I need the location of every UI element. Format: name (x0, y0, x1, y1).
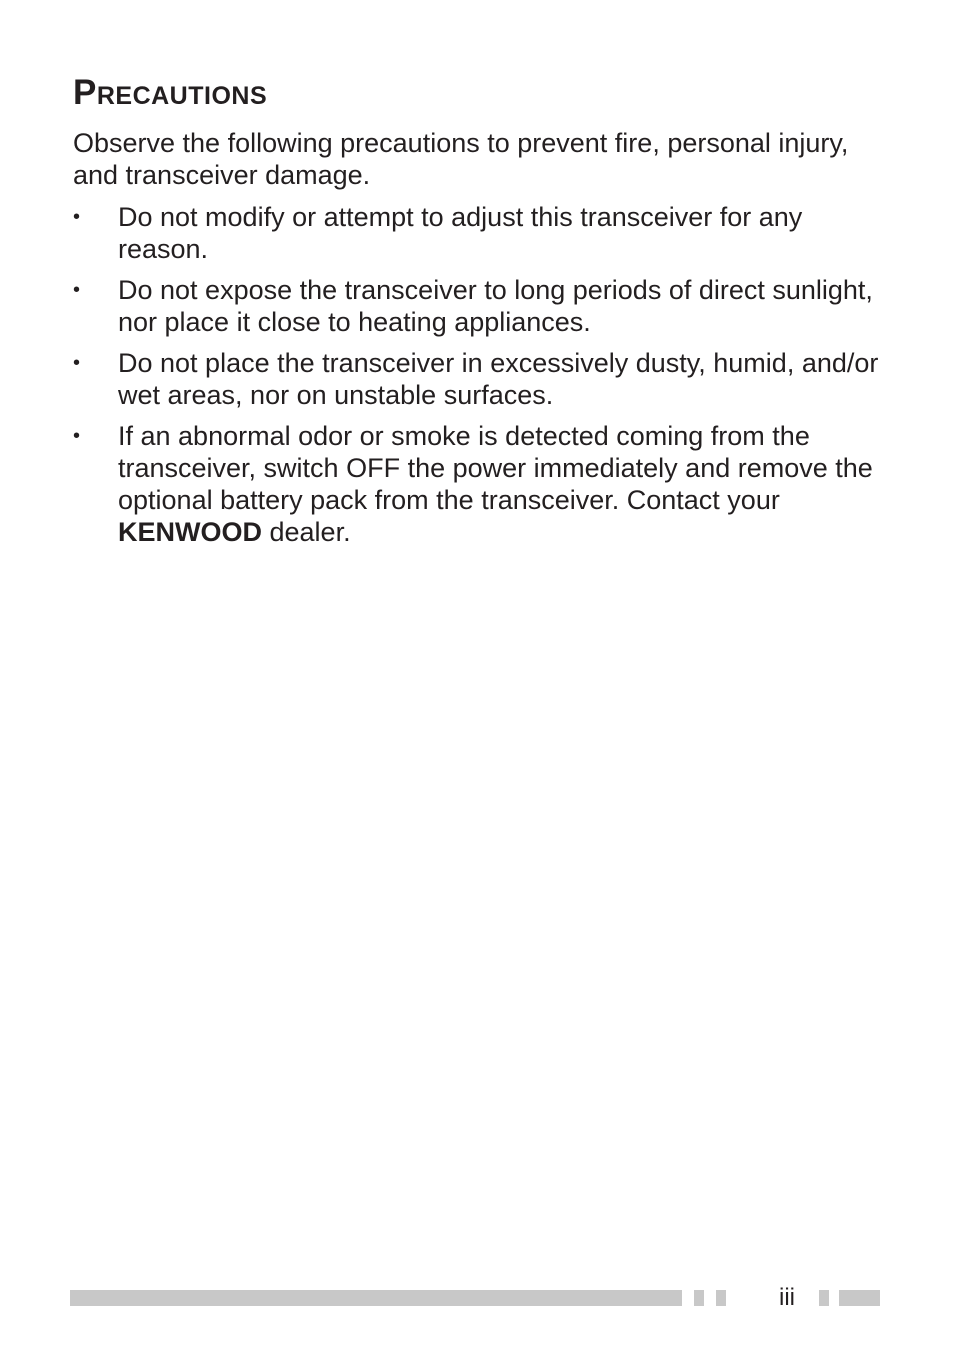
list-item (73, 274, 883, 338)
bullet-icon: • (73, 206, 81, 228)
footer-square (819, 1290, 829, 1306)
footer-bar-end (839, 1290, 880, 1306)
brand-name: KENWOOD (118, 517, 262, 547)
list-item-text: Do not place the transceiver in excessively dusty, humid, and/or wet areas, nor on unstable surfaces. (118, 348, 879, 410)
footer-bar (70, 1290, 682, 1306)
section-heading: Precautions (73, 73, 268, 112)
list-item-text: Do not modify or attempt to adjust this transceiver for any reason. (118, 202, 803, 264)
list-item (73, 347, 883, 411)
page-number: iii (779, 1284, 795, 1311)
intro-paragraph: Observe the following precautions to prevent fire, personal injury, and transceiver damage. (73, 128, 849, 190)
precautions-list (73, 201, 883, 557)
list-item-text-end: dealer. (262, 517, 351, 547)
footer-square (694, 1290, 704, 1306)
list-item-text-start: If an abnormal odor or smoke is detected coming from the transceiver, switch OFF the power immediately and remove the optional battery pack from the transceiver. Contact your (118, 421, 873, 515)
list-item (73, 201, 883, 265)
bullet-icon: • (73, 425, 81, 447)
footer-square (716, 1290, 726, 1306)
bullet-icon: • (73, 279, 81, 301)
bullet-icon: • (73, 352, 81, 374)
list-item (73, 420, 883, 548)
list-item-text: Do not expose the transceiver to long periods of direct sunlight, nor place it close to heating appliances. (118, 275, 873, 337)
